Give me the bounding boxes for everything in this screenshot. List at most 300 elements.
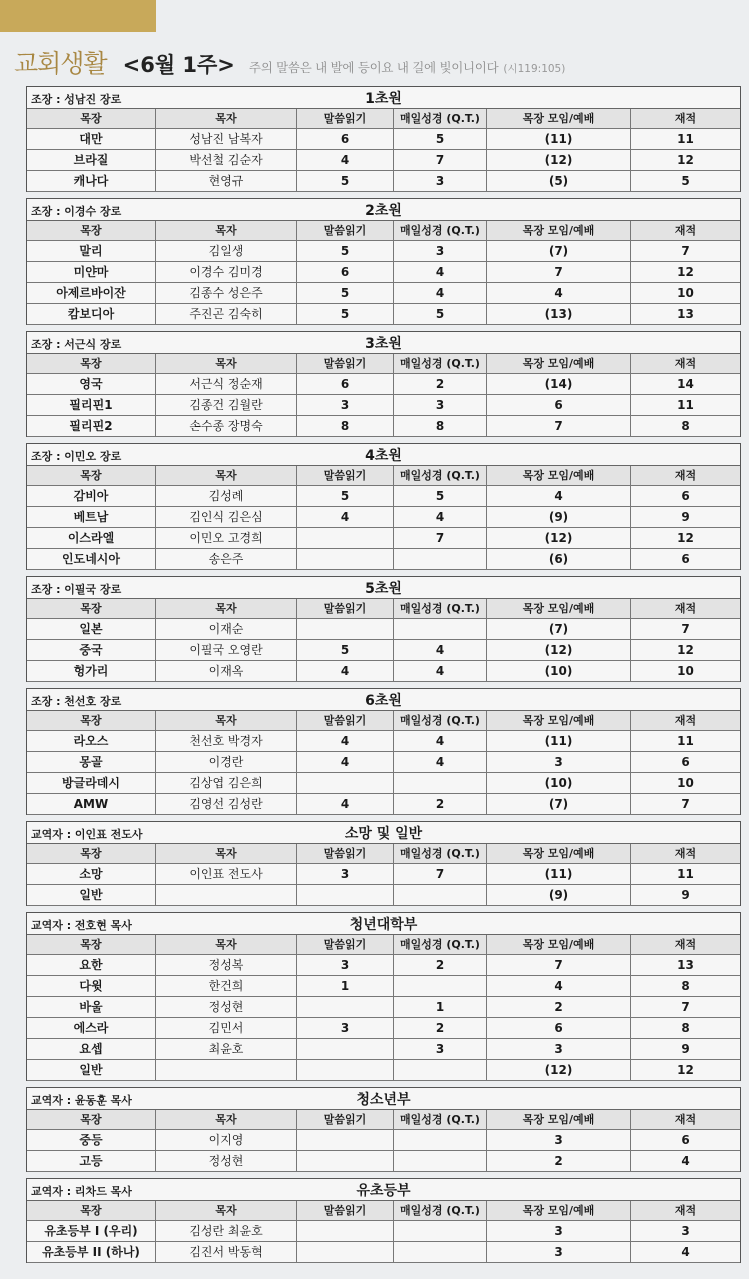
col-enrollment: 8: [681, 1021, 690, 1035]
table-row: [27, 150, 740, 171]
col-meeting-worship: 2: [487, 1151, 631, 1171]
col-group: 다윗: [27, 976, 156, 996]
table-row: [27, 304, 740, 325]
col-enrollment: 7: [681, 244, 690, 258]
col-leader: 이경란: [156, 752, 297, 772]
col-meeting-worship: (14): [487, 374, 631, 394]
table-row: [27, 528, 740, 549]
col-leader: [156, 1060, 297, 1080]
column-header: 재적: [674, 1204, 697, 1217]
col-enrollment: 9: [681, 1042, 690, 1056]
col-enrollment: 5: [681, 174, 690, 188]
col-bible-reading: 1: [297, 976, 394, 996]
table-row: [27, 416, 740, 437]
col-enrollment: 12: [677, 1063, 694, 1077]
column-header: 매일성경 (Q.T.): [394, 109, 487, 128]
col-group: 방글라데시: [27, 773, 156, 793]
group-table: [26, 688, 741, 815]
col-enrollment: 13: [677, 958, 694, 972]
col-daily-qt: 5: [394, 486, 487, 506]
col-bible-reading: 5: [297, 283, 394, 303]
group-table: [26, 821, 741, 906]
col-enrollment: 10: [677, 664, 694, 678]
group-table: [26, 1178, 741, 1263]
col-leader: 이민오 고경희: [156, 528, 297, 548]
col-group: 일반: [27, 1060, 156, 1080]
column-header: 말씀읽기: [297, 109, 394, 128]
col-bible-reading: 5: [297, 171, 394, 191]
column-header: 목자: [156, 599, 297, 618]
col-bible-reading: 8: [297, 416, 394, 436]
col-daily-qt: 5: [394, 129, 487, 149]
table-row: [27, 997, 740, 1018]
col-meeting-worship: 3: [487, 1242, 631, 1262]
column-header: 목장: [27, 599, 156, 618]
col-daily-qt: 2: [394, 794, 487, 814]
table-row: [27, 752, 740, 773]
col-bible-reading: [297, 528, 394, 548]
group-table: [26, 86, 741, 192]
col-leader: 현영규: [156, 171, 297, 191]
table-row: [27, 976, 740, 997]
col-bible-reading: [297, 885, 394, 905]
col-leader: 이재옥: [156, 661, 297, 681]
column-header: 말씀읽기: [297, 1110, 394, 1129]
col-group: 미얀마: [27, 262, 156, 282]
column-header: 목장 모임/예배: [487, 711, 631, 730]
col-meeting-worship: 7: [487, 262, 631, 282]
col-group: 바울: [27, 997, 156, 1017]
col-daily-qt: [394, 1221, 487, 1241]
col-meeting-worship: (7): [487, 619, 631, 639]
col-leader: 김성란 최윤호: [156, 1221, 297, 1241]
column-header: 매일성경 (Q.T.): [394, 935, 487, 954]
col-enrollment: 7: [681, 1000, 690, 1014]
table-header-row: [27, 844, 740, 864]
col-meeting-worship: 6: [487, 1018, 631, 1038]
col-enrollment: 11: [677, 867, 694, 881]
col-bible-reading: 4: [297, 794, 394, 814]
col-bible-reading: [297, 549, 394, 569]
col-leader: 주진곤 김숙히: [156, 304, 297, 324]
col-meeting-worship: (10): [487, 773, 631, 793]
col-bible-reading: 5: [297, 486, 394, 506]
table-row: [27, 773, 740, 794]
col-meeting-worship: 4: [487, 486, 631, 506]
col-leader: 최윤호: [156, 1039, 297, 1059]
column-header: 목장: [27, 844, 156, 863]
col-group: 몽골: [27, 752, 156, 772]
table-row: [27, 1221, 740, 1242]
table-row: [27, 507, 740, 528]
column-header: 매일성경 (Q.T.): [394, 354, 487, 373]
col-bible-reading: [297, 1151, 394, 1171]
col-daily-qt: 3: [394, 171, 487, 191]
table-header-row: [27, 466, 740, 486]
column-header: 목장 모임/예배: [487, 354, 631, 373]
col-meeting-worship: 3: [487, 752, 631, 772]
week-title: <6월 1주>: [122, 53, 235, 77]
col-bible-reading: [297, 773, 394, 793]
col-meeting-worship: 7: [487, 416, 631, 436]
col-group: 브라질: [27, 150, 156, 170]
column-header: 목자: [156, 935, 297, 954]
col-daily-qt: [394, 885, 487, 905]
col-enrollment: 6: [681, 489, 690, 503]
column-header: 목장 모임/예배: [487, 466, 631, 485]
col-meeting-worship: (12): [487, 640, 631, 660]
col-leader: 김종건 김월란: [156, 395, 297, 415]
col-meeting-worship: 3: [487, 1130, 631, 1150]
group-leader: 교역자 : 전호현 목사: [31, 919, 132, 932]
column-header: 재적: [674, 469, 697, 482]
table-row: [27, 1242, 740, 1263]
corner-tab-decoration: [0, 0, 156, 32]
col-enrollment: 9: [681, 510, 690, 524]
col-bible-reading: [297, 1060, 394, 1080]
col-bible-reading: 3: [297, 864, 394, 884]
col-bible-reading: [297, 1039, 394, 1059]
table-row: [27, 395, 740, 416]
col-daily-qt: [394, 549, 487, 569]
col-group: 아제르바이잔: [27, 283, 156, 303]
group-title: 5초원: [365, 581, 402, 597]
column-header: 매일성경 (Q.T.): [394, 599, 487, 618]
col-group: 소망: [27, 864, 156, 884]
col-bible-reading: 5: [297, 241, 394, 261]
table-row: [27, 661, 740, 682]
col-leader: 김영선 김성란: [156, 794, 297, 814]
col-enrollment: 7: [681, 622, 690, 636]
group-table: [26, 443, 741, 570]
column-header: 매일성경 (Q.T.): [394, 466, 487, 485]
column-header: 목장: [27, 109, 156, 128]
col-group: 필리핀1: [27, 395, 156, 415]
group-table: [26, 198, 741, 325]
column-header: 목자: [156, 711, 297, 730]
col-daily-qt: [394, 619, 487, 639]
group-leader: 조장 : 천선호 장로: [31, 695, 122, 708]
col-bible-reading: 3: [297, 1018, 394, 1038]
col-meeting-worship: (6): [487, 549, 631, 569]
column-header: 목자: [156, 1110, 297, 1129]
group-heading: [27, 913, 740, 935]
col-daily-qt: [394, 773, 487, 793]
table-row: [27, 1060, 740, 1081]
table-row: [27, 731, 740, 752]
column-header: 목장: [27, 354, 156, 373]
col-enrollment: 10: [677, 776, 694, 790]
group-title: 4초원: [365, 448, 402, 464]
col-enrollment: 7: [681, 797, 690, 811]
group-leader: 조장 : 성남진 장로: [31, 93, 122, 106]
table-row: [27, 374, 740, 395]
col-group: 요한: [27, 955, 156, 975]
column-header: 목장 모임/예배: [487, 1110, 631, 1129]
col-bible-reading: 4: [297, 752, 394, 772]
column-header: 목장 모임/예배: [487, 935, 631, 954]
col-daily-qt: [394, 1242, 487, 1262]
column-header: 매일성경 (Q.T.): [394, 221, 487, 240]
table-header-row: [27, 1201, 740, 1221]
group-leader: 조장 : 이민오 장로: [31, 450, 122, 463]
column-header: 재적: [674, 224, 697, 237]
table-header-row: [27, 109, 740, 129]
column-header: 목자: [156, 1201, 297, 1220]
col-leader: 김진서 박동혁: [156, 1242, 297, 1262]
group-title: 소망 및 일반: [344, 826, 423, 842]
col-leader: 김성례: [156, 486, 297, 506]
col-bible-reading: [297, 1242, 394, 1262]
col-leader: 김민서: [156, 1018, 297, 1038]
col-leader: 성남진 남복자: [156, 129, 297, 149]
table-header-row: [27, 711, 740, 731]
col-leader: 박선철 김순자: [156, 150, 297, 170]
group-heading: [27, 1088, 740, 1110]
table-row: [27, 129, 740, 150]
col-enrollment: 13: [677, 307, 694, 321]
col-daily-qt: 2: [394, 374, 487, 394]
column-header: 재적: [674, 1113, 697, 1126]
group-title: 2초원: [365, 203, 402, 219]
col-daily-qt: 7: [394, 150, 487, 170]
col-enrollment: 12: [677, 265, 694, 279]
column-header: 말씀읽기: [297, 935, 394, 954]
col-daily-qt: 8: [394, 416, 487, 436]
col-bible-reading: 4: [297, 731, 394, 751]
col-daily-qt: 3: [394, 395, 487, 415]
column-header: 목장 모임/예배: [487, 599, 631, 618]
col-leader: 손수종 장명숙: [156, 416, 297, 436]
col-meeting-worship: (12): [487, 150, 631, 170]
col-group: 에스라: [27, 1018, 156, 1038]
col-enrollment: 12: [677, 531, 694, 545]
col-bible-reading: 4: [297, 661, 394, 681]
col-meeting-worship: (11): [487, 864, 631, 884]
group-tables: [26, 86, 741, 1269]
col-leader: 이재순: [156, 619, 297, 639]
col-group: 중국: [27, 640, 156, 660]
col-bible-reading: 6: [297, 374, 394, 394]
group-leader: 조장 : 이필국 장로: [31, 583, 122, 596]
column-header: 매일성경 (Q.T.): [394, 711, 487, 730]
col-group: 라오스: [27, 731, 156, 751]
col-group: AMW: [27, 794, 156, 814]
column-header: 말씀읽기: [297, 354, 394, 373]
col-group: 이스라엘: [27, 528, 156, 548]
col-daily-qt: [394, 1060, 487, 1080]
col-leader: [156, 885, 297, 905]
col-meeting-worship: (11): [487, 731, 631, 751]
group-leader: 교역자 : 리차드 목사: [31, 1185, 132, 1198]
col-meeting-worship: (11): [487, 129, 631, 149]
col-enrollment: 12: [677, 643, 694, 657]
column-header: 재적: [674, 938, 697, 951]
col-bible-reading: [297, 1221, 394, 1241]
col-enrollment: 4: [681, 1245, 690, 1259]
col-group: 필리핀2: [27, 416, 156, 436]
section-title: 교회생활: [14, 49, 107, 78]
column-header: 재적: [674, 714, 697, 727]
col-leader: 서근식 정순재: [156, 374, 297, 394]
col-enrollment: 11: [677, 132, 694, 146]
group-title: 유초등부: [356, 1183, 411, 1199]
column-header: 목장 모임/예배: [487, 109, 631, 128]
column-header: 말씀읽기: [297, 1201, 394, 1220]
group-table: [26, 331, 741, 437]
col-group: 유초등부 I (우리): [27, 1221, 156, 1241]
group-leader: 조장 : 서근식 장로: [31, 338, 122, 351]
col-enrollment: 4: [681, 1154, 690, 1168]
col-meeting-worship: 7: [487, 955, 631, 975]
col-meeting-worship: (7): [487, 241, 631, 261]
col-group: 영국: [27, 374, 156, 394]
column-header: 말씀읽기: [297, 844, 394, 863]
column-header: 목자: [156, 354, 297, 373]
col-meeting-worship: 6: [487, 395, 631, 415]
col-bible-reading: 4: [297, 150, 394, 170]
table-row: [27, 640, 740, 661]
column-header: 말씀읽기: [297, 466, 394, 485]
col-leader: 정성현: [156, 997, 297, 1017]
col-leader: 김일생: [156, 241, 297, 261]
group-title: 청년대학부: [349, 917, 418, 933]
group-heading: [27, 332, 740, 354]
table-header-row: [27, 1110, 740, 1130]
column-header: 목자: [156, 109, 297, 128]
col-enrollment: 3: [681, 1224, 690, 1238]
col-group: 일반: [27, 885, 156, 905]
col-enrollment: 12: [677, 153, 694, 167]
col-leader: 이지영: [156, 1130, 297, 1150]
group-table: [26, 912, 741, 1081]
column-header: 재적: [674, 602, 697, 615]
table-row: [27, 619, 740, 640]
table-row: [27, 486, 740, 507]
col-enrollment: 9: [681, 888, 690, 902]
col-leader: 송은주: [156, 549, 297, 569]
column-header: 목장: [27, 466, 156, 485]
col-leader: 이인표 전도사: [156, 864, 297, 884]
column-header: 재적: [674, 357, 697, 370]
col-leader: 정성복: [156, 955, 297, 975]
col-bible-reading: 5: [297, 640, 394, 660]
col-group: 고등: [27, 1151, 156, 1171]
col-bible-reading: [297, 997, 394, 1017]
col-group: 인도네시아: [27, 549, 156, 569]
scripture-reference: (시119:105): [503, 63, 566, 75]
group-table: [26, 1087, 741, 1172]
column-header: 매일성경 (Q.T.): [394, 1110, 487, 1129]
group-title: 1초원: [365, 91, 402, 107]
col-daily-qt: 4: [394, 262, 487, 282]
col-daily-qt: 1: [394, 997, 487, 1017]
group-leader: 교역자 : 이인표 전도사: [31, 828, 143, 841]
col-leader: 김종수 성은주: [156, 283, 297, 303]
col-bible-reading: [297, 1130, 394, 1150]
col-group: 캐나다: [27, 171, 156, 191]
column-header: 매일성경 (Q.T.): [394, 1201, 487, 1220]
col-daily-qt: [394, 1151, 487, 1171]
table-header-row: [27, 354, 740, 374]
column-header: 목장 모임/예배: [487, 1201, 631, 1220]
col-group: 헝가리: [27, 661, 156, 681]
table-row: [27, 549, 740, 570]
col-meeting-worship: (7): [487, 794, 631, 814]
col-bible-reading: [297, 619, 394, 639]
column-header: 목장: [27, 221, 156, 240]
col-leader: 이필국 오영란: [156, 640, 297, 660]
col-daily-qt: 4: [394, 283, 487, 303]
col-group: 캄보디아: [27, 304, 156, 324]
page-header: [14, 44, 565, 82]
col-leader: 김인식 김은심: [156, 507, 297, 527]
col-meeting-worship: (9): [487, 507, 631, 527]
group-leader: 조장 : 이경수 장로: [31, 205, 122, 218]
col-daily-qt: 4: [394, 507, 487, 527]
col-meeting-worship: (13): [487, 304, 631, 324]
scripture-verse: 주의 말씀은 내 발에 등이요 내 길에 빛이니이다: [248, 60, 499, 75]
table-row: [27, 1151, 740, 1172]
table-row: [27, 1018, 740, 1039]
table-row: [27, 864, 740, 885]
table-row: [27, 1130, 740, 1151]
column-header: 말씀읽기: [297, 599, 394, 618]
col-daily-qt: 5: [394, 304, 487, 324]
group-title: 청소년부: [356, 1092, 411, 1108]
col-group: 일본: [27, 619, 156, 639]
col-meeting-worship: (12): [487, 1060, 631, 1080]
table-header-row: [27, 935, 740, 955]
col-enrollment: 6: [681, 755, 690, 769]
col-daily-qt: 4: [394, 661, 487, 681]
column-header: 재적: [674, 112, 697, 125]
group-heading: [27, 444, 740, 466]
column-header: 말씀읽기: [297, 711, 394, 730]
column-header: 목장 모임/예배: [487, 844, 631, 863]
column-header: 목장: [27, 1110, 156, 1129]
table-row: [27, 241, 740, 262]
col-group: 유초등부 II (하나): [27, 1242, 156, 1262]
col-daily-qt: 2: [394, 955, 487, 975]
group-heading: [27, 577, 740, 599]
col-enrollment: 11: [677, 734, 694, 748]
column-header: 목장: [27, 935, 156, 954]
table-row: [27, 955, 740, 976]
col-bible-reading: 5: [297, 304, 394, 324]
col-meeting-worship: 2: [487, 997, 631, 1017]
group-title: 3초원: [365, 336, 402, 352]
col-group: 말리: [27, 241, 156, 261]
col-daily-qt: 4: [394, 731, 487, 751]
col-meeting-worship: 4: [487, 283, 631, 303]
col-daily-qt: 7: [394, 528, 487, 548]
column-header: 말씀읽기: [297, 221, 394, 240]
col-enrollment: 11: [677, 398, 694, 412]
col-meeting-worship: (9): [487, 885, 631, 905]
col-daily-qt: 2: [394, 1018, 487, 1038]
col-meeting-worship: 3: [487, 1221, 631, 1241]
column-header: 목장: [27, 711, 156, 730]
col-enrollment: 10: [677, 286, 694, 300]
col-enrollment: 8: [681, 979, 690, 993]
column-header: 목자: [156, 844, 297, 863]
col-bible-reading: 3: [297, 395, 394, 415]
col-meeting-worship: 3: [487, 1039, 631, 1059]
col-leader: 이경수 김미경: [156, 262, 297, 282]
col-meeting-worship: (10): [487, 661, 631, 681]
col-bible-reading: 4: [297, 507, 394, 527]
